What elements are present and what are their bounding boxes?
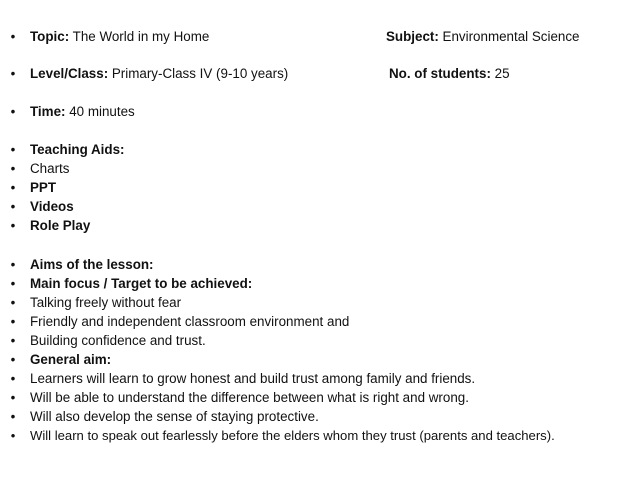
subject-value: Environmental Science xyxy=(438,29,580,44)
bullet: • xyxy=(10,295,16,310)
bullet: • xyxy=(10,161,16,176)
main-focus-item: Friendly and independent classroom environment and xyxy=(30,314,350,329)
teaching-aid-ppt: PPT xyxy=(30,180,57,195)
bullet: • xyxy=(10,333,16,348)
teaching-aid-videos: Videos xyxy=(30,199,74,214)
main-focus-item: Talking freely without fear xyxy=(30,295,182,310)
aims-heading: Aims of the lesson: xyxy=(30,257,154,272)
main-focus-item: Building confidence and trust. xyxy=(30,333,206,348)
bullet: • xyxy=(10,409,16,424)
bullet: • xyxy=(10,257,16,272)
bullet: • xyxy=(10,29,16,44)
students-value: 25 xyxy=(490,66,510,81)
general-aim-heading: General aim: xyxy=(30,352,112,367)
bullet: • xyxy=(10,352,16,367)
teaching-aid-role-play: Role Play xyxy=(30,218,91,233)
general-aim-item: Will be able to understand the difference between what is right and wrong. xyxy=(30,390,469,405)
bullet: • xyxy=(10,142,16,157)
bullet: • xyxy=(10,180,16,195)
teaching-aids-heading: Teaching Aids: xyxy=(30,142,125,157)
bullet: • xyxy=(10,218,16,233)
general-aim-item: Will learn to speak out fearlessly before the elders whom they trust (parents and teachers). xyxy=(30,428,555,443)
subject-label: Subject: xyxy=(386,29,439,44)
bullet: • xyxy=(10,390,16,405)
teaching-aid-charts: Charts xyxy=(30,161,70,176)
topic-label: Topic: xyxy=(30,29,70,44)
bullet: • xyxy=(10,314,16,329)
level-value: Primary-Class IV (9-10 years) xyxy=(108,66,289,81)
bullet: • xyxy=(10,276,16,291)
level-label: Level/Class: xyxy=(30,66,109,81)
bullet: • xyxy=(10,371,16,386)
bullet: • xyxy=(10,104,16,119)
topic-value: The World in my Home xyxy=(69,29,210,44)
time-label: Time: xyxy=(30,104,66,119)
general-aim-item: Learners will learn to grow honest and build trust among family and friends. xyxy=(30,371,476,386)
bullet: • xyxy=(10,428,16,443)
main-focus-heading: Main focus / Target to be achieved: xyxy=(30,276,253,291)
students-label: No. of students: xyxy=(389,66,491,81)
bullet: • xyxy=(10,66,16,81)
bullet: • xyxy=(10,199,16,214)
general-aim-item: Will also develop the sense of staying protective. xyxy=(30,409,319,424)
time-value: 40 minutes xyxy=(65,104,135,119)
